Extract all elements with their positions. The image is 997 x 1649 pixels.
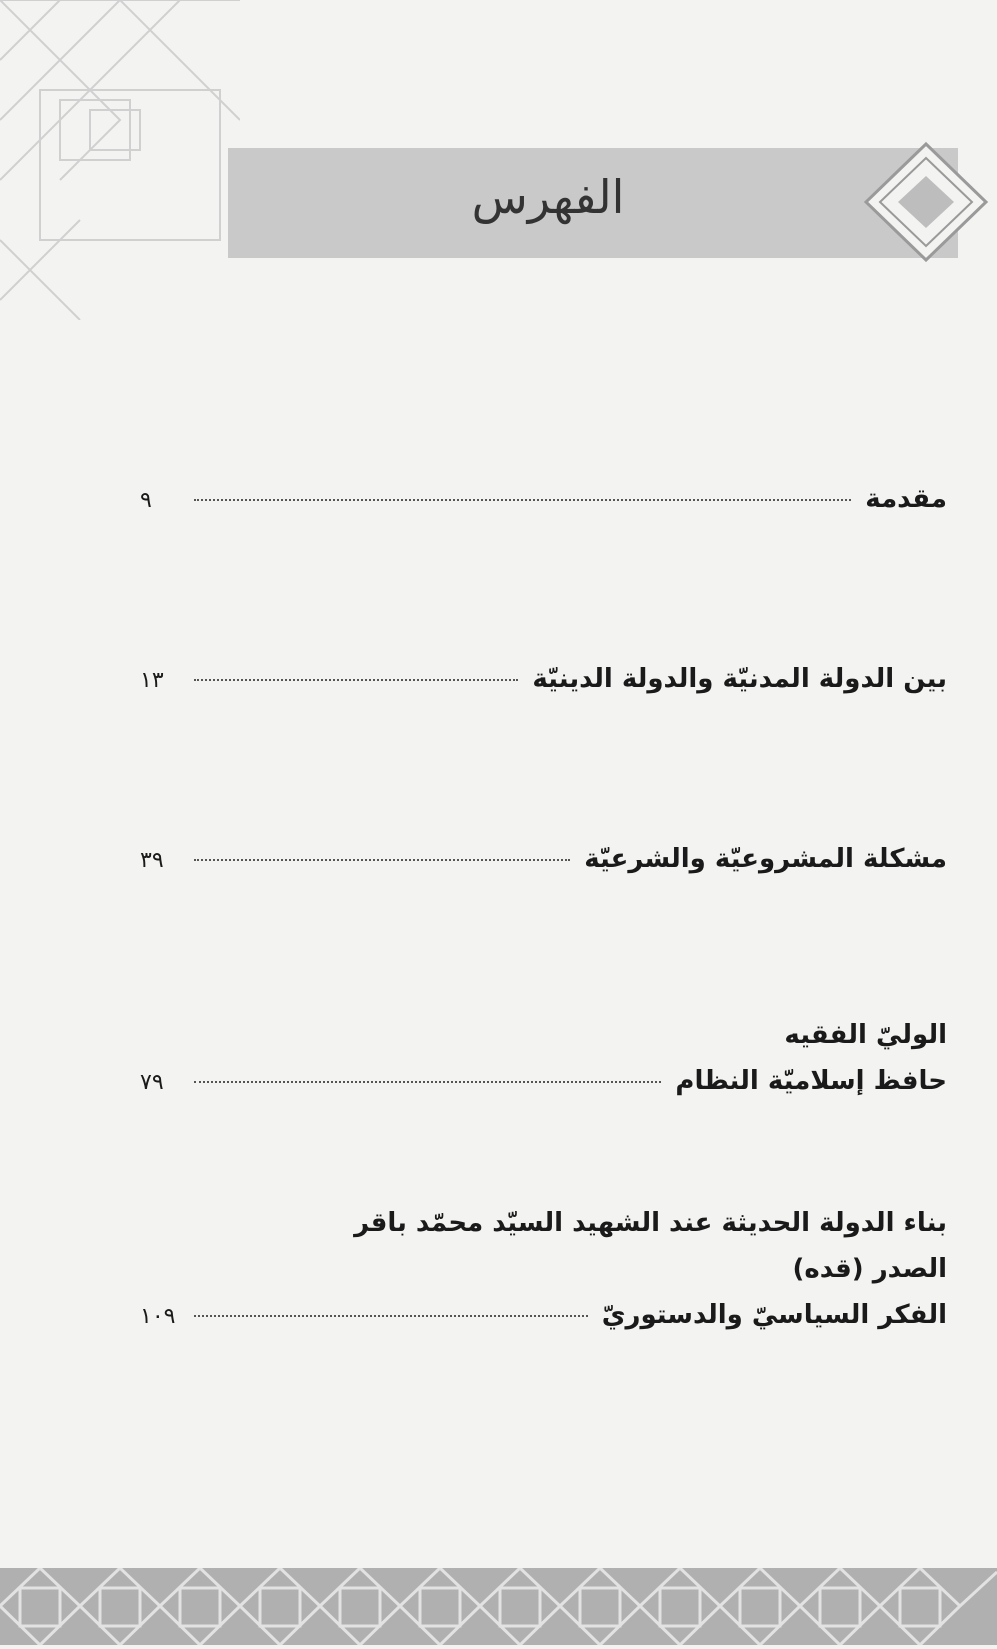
dot-leader xyxy=(194,1081,661,1083)
toc-line xyxy=(140,476,947,524)
dot-leader xyxy=(194,679,518,681)
toc-entry-title: بناء الدولة الحديثة عند الشهيد السيّد محمّد باقر xyxy=(354,1208,947,1238)
toc-entry-5[interactable] xyxy=(140,1200,947,1340)
toc-line xyxy=(140,1292,947,1340)
toc-entry-title: مقدمة xyxy=(865,484,947,514)
dot-leader xyxy=(194,499,851,501)
toc-line xyxy=(140,1058,947,1106)
toc-page-number: ٩ xyxy=(140,488,152,513)
toc-entry-title: بين الدولة المدنيّة والدولة الدينيّة xyxy=(532,664,947,694)
toc-entry-1[interactable] xyxy=(140,476,947,524)
toc-entry-subtitle: حافظ إسلاميّة النظام xyxy=(675,1066,947,1096)
dot-leader xyxy=(194,859,570,861)
dot-leader xyxy=(194,1315,588,1317)
geometric-pattern-icon xyxy=(0,1568,997,1645)
toc-entry-title: الوليّ الفقيه xyxy=(784,1020,947,1050)
toc-entry-title: مشكلة المشروعيّة والشرعيّة xyxy=(584,844,947,874)
toc-line xyxy=(140,1246,947,1292)
toc-line xyxy=(140,1012,947,1058)
toc-entry-title-cont: الصدر (قده) xyxy=(792,1254,947,1284)
toc-line xyxy=(140,836,947,884)
toc-page-number: ١٣ xyxy=(140,668,164,693)
toc-page-number: ٧٩ xyxy=(140,1070,164,1095)
toc-line xyxy=(140,1200,947,1246)
page-title: الفهرس xyxy=(471,170,625,224)
toc-page-number: ١٠٩ xyxy=(140,1304,176,1329)
toc-page-number: ٣٩ xyxy=(140,848,164,873)
toc-entry-4[interactable] xyxy=(140,1012,947,1106)
footer-pattern xyxy=(0,1568,997,1645)
toc-entry-subtitle: الفكر السياسيّ والدستوريّ xyxy=(601,1300,947,1330)
toc-entry-3[interactable] xyxy=(140,836,947,884)
toc-entry-2[interactable] xyxy=(140,656,947,704)
toc-line xyxy=(140,656,947,704)
